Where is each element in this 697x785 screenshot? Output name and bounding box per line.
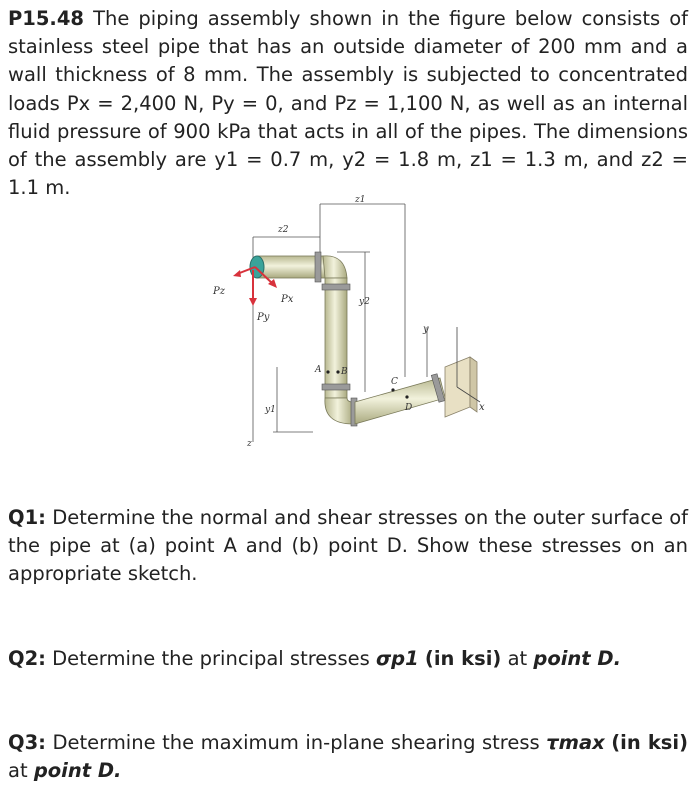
problem-id: P15.48 [8, 7, 84, 30]
pipe-lower-elbow [325, 398, 353, 424]
piping-assembly-figure [195, 192, 495, 452]
q3-text: Determine the maximum in-plane shearing stress [52, 731, 540, 754]
label-y: y [423, 324, 429, 335]
label-x: x [479, 402, 485, 413]
q3-unit: (in ksi) [611, 731, 689, 754]
q1-text: Determine the normal and shear stresses on the outer surface of the pipe at (a) point A and (b) point D. Show these stresses on an appropriate sketch. [8, 506, 688, 586]
q1-label: Q1: [8, 506, 46, 529]
label-y2: y2 [359, 297, 370, 307]
q2-unit: (in ksi) [424, 647, 502, 670]
label-z1: z1 [355, 195, 366, 205]
q3-label: Q3: [8, 731, 46, 754]
q2-at: at [507, 647, 528, 670]
label-Py: Py [257, 312, 270, 323]
label-B: B [341, 367, 348, 377]
question-2 [8, 645, 688, 673]
problem-text: The piping assembly shown in the figure below consists of stainless steel pipe that has an outside diameter of 200 mm and a wall thickness of 8 mm. The assembly is subjected to concentrated loads Px = 2,400 N, Py = 0, and Pz = 1,100 N, as well as an internal fluid pressure of 900 kPa that acts in all of the pipes. The dimensions of the assembly are y1 = 0.7 m, y2 = 1.8 m, z1 = 1.3 m, and z2 = 1.1 m. [8, 7, 689, 200]
q2-symbol: σp1 [375, 647, 419, 670]
label-z2: z2 [278, 225, 289, 235]
label-A: A [315, 365, 322, 375]
q3-at: at [8, 759, 28, 783]
label-y1: y1 [265, 405, 276, 415]
label-C: C [391, 377, 398, 387]
label-D: D [405, 403, 413, 413]
question-3 [8, 729, 688, 785]
pipe-vertical [325, 278, 347, 398]
label-Pz: Pz [213, 286, 225, 297]
label-z: z [247, 439, 252, 449]
pipe-lower-horizontal [355, 378, 445, 424]
problem-statement [8, 5, 688, 202]
q2-label: Q2: [8, 647, 46, 670]
q2-point: point D. [533, 647, 622, 670]
q3-symbol: τmax [546, 731, 605, 754]
pipe-upper-elbow [323, 256, 347, 278]
question-1 [8, 504, 688, 589]
q2-text: Determine the principal stresses [52, 647, 370, 670]
label-Px: Px [281, 294, 294, 305]
q3-point: point D. [33, 759, 122, 783]
